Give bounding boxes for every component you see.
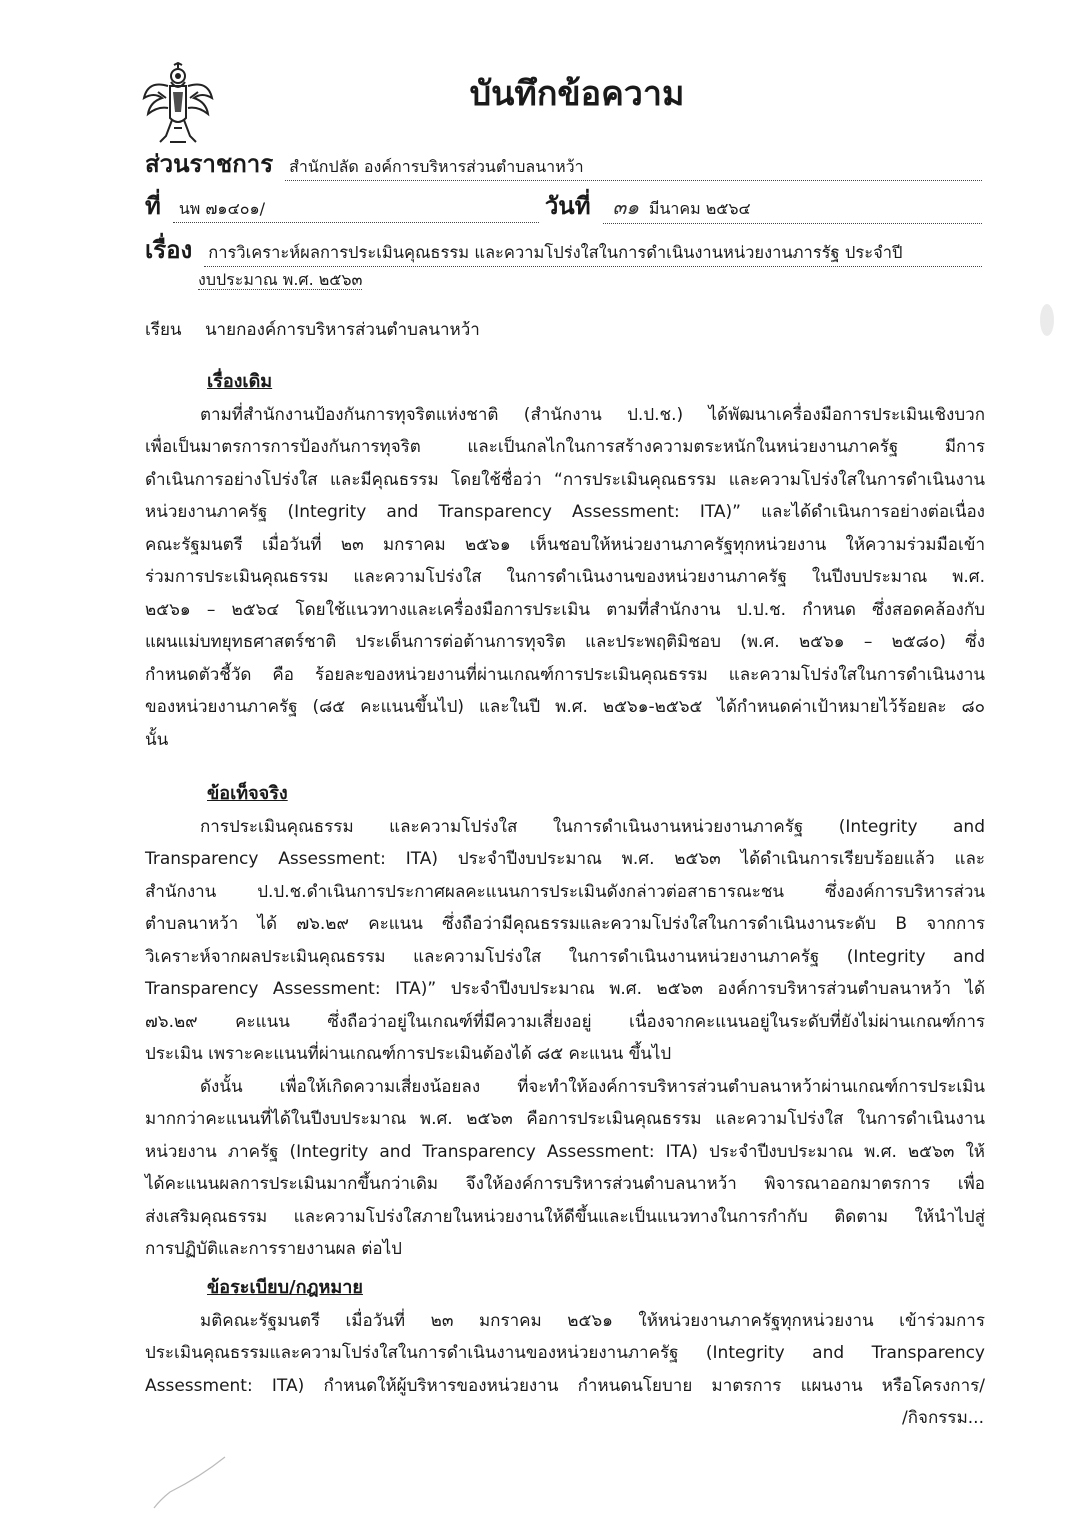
paragraph-line: ประเมินคุณธรรมและความโปร่งใสในการดำเนินงานของหน่วยงานภาครัฐ (Integrity and Transparency [145, 1343, 985, 1363]
paragraph-line: นั้น [145, 729, 169, 750]
paragraph-line: ประเมิน เพราะคะแนนที่ผ่านเกณฑ์การประเมินต้องได้ ๘๕ คะแนน ขึ้นไป [145, 1044, 672, 1064]
date-value [603, 191, 982, 224]
paragraph-line: ๗๖.๒๙ คะแนน ซึ่งถือว่าอยู่ในเกณฑ์ที่มีความเสี่ยงอยู่ เนื่องจากคะแนนอยู่ในระดับที่ยังไม่ผ่านเกณฑ์การ [145, 1011, 985, 1032]
date-day-handwritten: ๓๑ [612, 195, 639, 219]
paragraph-line: ๒๕๖๑ – ๒๕๖๔ โดยใช้แนวทางและเครื่องมือการประเมิน ตามที่สำนักงาน ป.ป.ช. กำหนด ซึ่งสอดคล้องกับ [145, 599, 985, 620]
paragraph-line: Transparency Assessment: ITA)” ประจำปีงบประมาณ พ.ศ. ๒๕๖๓ องค์การบริหารส่วนตำบลนาหว้า ได้ [145, 979, 985, 999]
salutation-row [145, 316, 982, 343]
scan-smudge-icon [1036, 300, 1058, 340]
subject-row [145, 230, 982, 269]
subject-line-2: งบประมาณ พ.ศ. ๒๕๖๓ [198, 270, 363, 289]
paragraph-line: มากกว่าคะแนนที่ได้ในปีงบประมาณ พ.ศ. ๒๕๖๓ คือการประเมินคุณธรรม และความโปร่งใส ในการดำเนินงาน [145, 1109, 985, 1129]
paragraph-line: Transparency Assessment: ITA) ประจำปีงบประมาณ พ.ศ. ๒๕๖๓ ได้ดำเนินการเรียบร้อยแล้ว และ [145, 849, 985, 869]
department-value: สำนักปลัด องค์การบริหารส่วนตำบลนาหว้า [285, 155, 982, 181]
subject-line-1: การวิเคราะห์ผลการประเมินคุณธรรม และความโปร่งใสในการดำเนินงานหน่วยงานภารรัฐ ประจำปี [204, 240, 982, 267]
subject-label: เรื่อง [145, 236, 193, 264]
paragraph-line: ตำบลนาหว้า ได้ ๗๖.๒๙ คะแนน ซึ่งถือว่ามีคุณธรรมและความโปร่งใสในการดำเนินงานระดับ B จากการ [145, 914, 985, 934]
ref-value: นพ ๗๑๔๐๑/ [173, 197, 539, 223]
section-regulations [145, 1272, 985, 1402]
paragraph-line: คณะรัฐมนตรี เมื่อวันที่ ๒๓ มกราคม ๒๕๖๑ เห็นชอบให้หน่วยงานภาครัฐทุกหน่วยงาน ให้ความร่วมมือเข้า [145, 534, 985, 555]
paragraph-line: กำหนดตัวชี้วัด คือ ร้อยละของหน่วยงานที่ผ่านเกณฑ์การประเมินคุณธรรม และความโปร่งใสในการดำเนินงาน [145, 664, 985, 685]
paragraph-line: หน่วยงาน ภาครัฐ (Integrity and Transparency Assessment: ITA) ประจำปีงบประมาณ พ.ศ. ๒๕๖๓ ให้ [145, 1141, 985, 1162]
subject-line-2-wrap [198, 268, 362, 293]
continuation-marker: /กิจกรรม... [902, 1408, 984, 1428]
paragraph-line: มติคณะรัฐมนตรี เมื่อวันที่ ๒๓ มกราคม ๒๕๖๑ ให้หน่วยงานภาครัฐทุกหน่วยงาน เข้าร่วมการ [200, 1310, 985, 1331]
ref-label: ที่ [145, 192, 161, 220]
section-heading-regulations: ข้อระเบียบ/กฎหมาย [207, 1277, 363, 1298]
paragraph-line: ส่งเสริมคุณธรรม และความโปร่งใสภายในหน่วยงานให้ดีขึ้นและเป็นแนวทางในการกำกับ ติดตาม ให้นำไปสู่ [145, 1206, 985, 1227]
pen-stroke-icon [150, 1452, 230, 1512]
paragraph-line: ดำเนินการอย่างโปร่งใส และมีคุณธรรม โดยใช้ชื่อว่า “การประเมินคุณธรรม และความโปร่งใสในการดำเนินงาน [145, 469, 985, 490]
date-month-year: มีนาคม ๒๕๖๔ [648, 199, 751, 218]
paragraph-line: ร่วมการประเมินคุณธรรม และความโปร่งใส ในการดำเนินงานของหน่วยงานภาครัฐ ในปีงบประมาณ พ.ศ. [145, 567, 985, 587]
paragraph-line: วิเคราะห์จากผลประเมินคุณธรรม และความโปร่งใส ในการดำเนินงานหน่วยงานภาครัฐ (Integrity and [145, 946, 985, 967]
paragraph-line: ตามที่สำนักงานป้องกันการทุจริตแห่งชาติ (สำนักงาน ป.ป.ช.) ได้พัฒนาเครื่องมือการประเมินเชิงบวก [200, 404, 985, 425]
section-heading-facts: ข้อเท็จจริง [207, 783, 288, 804]
section-facts [145, 778, 985, 1266]
date-label: วันที่ [544, 192, 591, 220]
section-background [145, 366, 985, 756]
paragraph-line: การปฏิบัติและการรายงานผล ต่อไป [145, 1239, 402, 1259]
memo-title: บันทึกข้อความ [469, 74, 685, 114]
paragraph-line: Assessment: ITA) กำหนดให้ผู้บริหารของหน่วยงาน กำหนดนโยบาย มาตรการ แผนงาน หรือโครงการ/ [145, 1375, 985, 1396]
paragraph-line: สำนักงาน ป.ป.ช.ดำเนินการประกาศผลคะแนนการประเมินดังกล่าวต่อสาธารณะชน ซึ่งองค์การบริหารส่วน [145, 881, 985, 902]
department-label: ส่วนราชการ [145, 150, 274, 178]
paragraph-line: ได้คะแนนผลการประเมินมากขึ้นกว่าเดิม จึงให้องค์การบริหารส่วนตำบลนาหว้า พิจารณาออกมาตรการ เพื่อ [145, 1174, 985, 1194]
ref-date-row [145, 186, 982, 225]
salutation-label: เรียน [145, 320, 182, 340]
paragraph-line: การประเมินคุณธรรม และความโปร่งใส ในการดำเนินงานหน่วยงานภาครัฐ (Integrity and [200, 816, 985, 837]
section-heading-background: เรื่องเดิม [207, 371, 273, 392]
paragraph-line: ของหน่วยงานภาครัฐ (๘๕ คะแนนขึ้นไป) และในปี พ.ศ. ๒๕๖๑-๒๕๖๕ ได้กำหนดค่าเป้าหมายไว้ร้อยละ ๘๐ [145, 697, 985, 717]
paragraph-line: หน่วยงานภาครัฐ (Integrity and Transparency Assessment: ITA)” และได้ดำเนินการอย่างต่อเนื่อง [145, 502, 985, 522]
department-row [145, 144, 982, 183]
paragraph-line: แผนแม่บทยุทธศาสตร์ชาติ ประเด็นการต่อต้านการทุจริต และประพฤติมิชอบ (พ.ศ. ๒๕๖๑ – ๒๕๘๐) ซึ่ง [145, 632, 985, 652]
paragraph-line: ดังนั้น เพื่อให้เกิดความเสี่ยงน้อยลง ที่จะทำให้องค์การบริหารส่วนตำบลนาหว้าผ่านเกณฑ์การประเมิน [200, 1076, 985, 1097]
salutation-value: นายกองค์การบริหารส่วนตำบลนาหว้า [204, 320, 480, 340]
paragraph-line: เพื่อเป็นมาตรการการป้องกันการทุจริต และเป็นกลไกในการสร้างความตระหนักในหน่วยงานภาครัฐ มีการ [145, 437, 985, 457]
